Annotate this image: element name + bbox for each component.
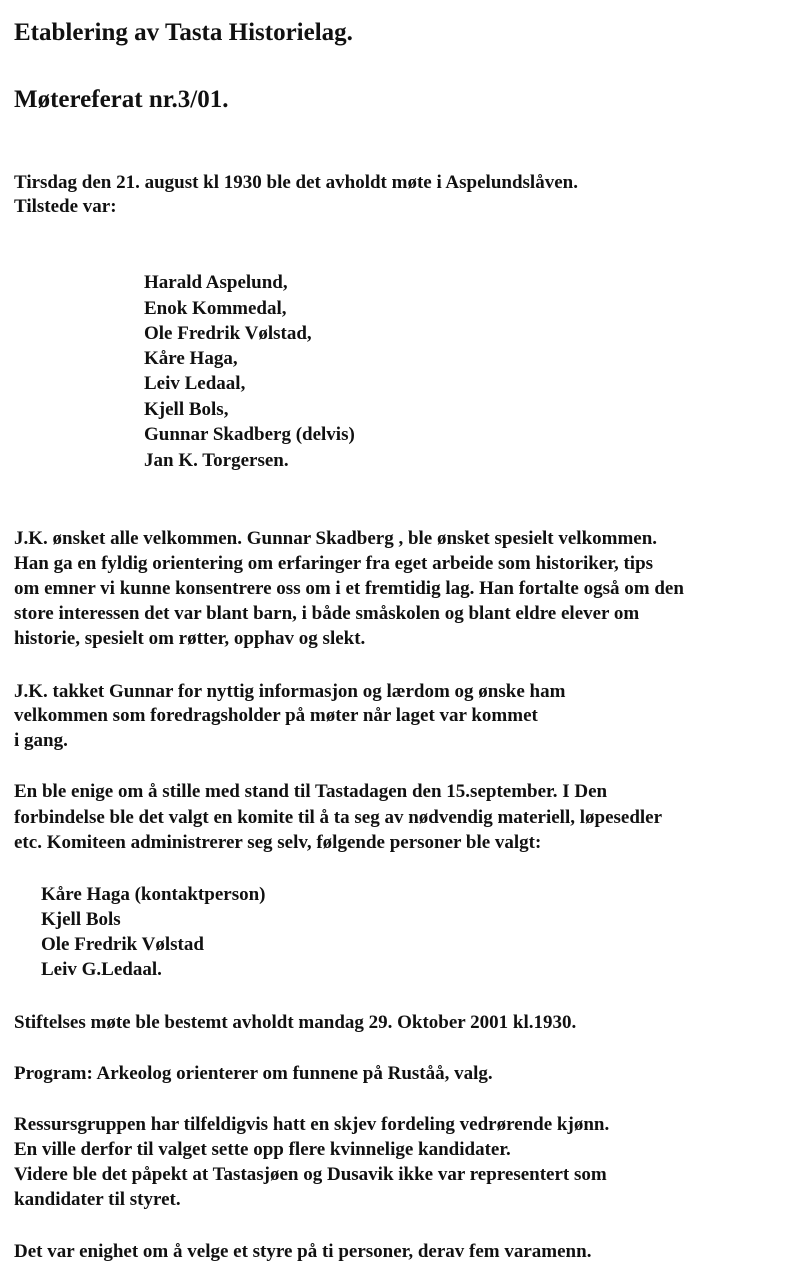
attendee-item: Kjell Bols, — [144, 399, 229, 420]
paragraph-line: Ressursgruppen har tilfeldigvis hatt en skjev fordeling vedrørende kjønn. — [14, 1114, 610, 1135]
document-title: Etablering av Tasta Historielag. — [14, 19, 353, 46]
paragraph-line: etc. Komiteen administrerer seg selv, følgende personer ble valgt: — [14, 832, 542, 853]
document-subtitle: Møtereferat nr.3/01. — [14, 86, 229, 113]
paragraph-line: i gang. — [14, 730, 68, 751]
attendee-item: Ole Fredrik Vølstad, — [144, 323, 312, 344]
paragraph-line: En ble enige om å stille med stand til Tastadagen den 15.september. I Den — [14, 781, 608, 802]
attendance-label: Tilstede var: — [14, 196, 117, 217]
committee-member: Kåre Haga (kontaktperson) — [41, 884, 266, 905]
intro-line: Tirsdag den 21. august kl 1930 ble det avholdt møte i Aspelundslåven. — [14, 172, 578, 193]
program-line: Program: Arkeolog orienterer om funnene på Ruståå, valg. — [14, 1063, 493, 1084]
paragraph-line: forbindelse ble det valgt en komite til å ta seg av nødvendig materiell, løpesedler — [14, 807, 663, 828]
attendee-item: Kåre Haga, — [144, 348, 238, 369]
paragraph-line: store interessen det var blant barn, i både småskolen og blant eldre elever om — [14, 603, 640, 624]
committee-member: Leiv G.Ledaal. — [41, 959, 162, 980]
paragraph-line: historie, spesielt om røtter, opphav og slekt. — [14, 628, 366, 649]
paragraph-line: om emner vi kunne konsentrere oss om i et fremtidig lag. Han fortalte også om den — [14, 578, 684, 599]
attendee-item: Leiv Ledaal, — [144, 373, 246, 394]
committee-member: Kjell Bols — [41, 909, 121, 930]
paragraph-line: En ville derfor til valget sette opp flere kvinnelige kandidater. — [14, 1139, 511, 1160]
paragraph-line: J.K. takket Gunnar for nyttig informasjon og lærdom og ønske ham — [14, 681, 566, 702]
attendee-item: Gunnar Skadberg (delvis) — [144, 424, 355, 445]
paragraph-line: J.K. ønsket alle velkommen. Gunnar Skadberg , ble ønsket spesielt velkommen. — [14, 528, 658, 549]
paragraph-line: Videre ble det påpekt at Tastasjøen og Dusavik ikke var representert som — [14, 1164, 607, 1185]
closing-line: Det var enighet om å velge et styre på ti personer, derav fem varamenn. — [14, 1241, 592, 1262]
founding-meeting-line: Stiftelses møte ble bestemt avholdt mandag 29. Oktober 2001 kl.1930. — [14, 1012, 577, 1033]
attendee-item: Enok Kommedal, — [144, 298, 287, 319]
paragraph-line: kandidater til styret. — [14, 1189, 181, 1210]
attendee-item: Jan K. Torgersen. — [144, 450, 289, 471]
paragraph-line: Han ga en fyldig orientering om erfaringer fra eget arbeide som historiker, tips — [14, 553, 654, 574]
committee-member: Ole Fredrik Vølstad — [41, 934, 204, 955]
attendee-item: Harald Aspelund, — [144, 272, 288, 293]
paragraph-line: velkommen som foredragsholder på møter når laget var kommet — [14, 705, 538, 726]
